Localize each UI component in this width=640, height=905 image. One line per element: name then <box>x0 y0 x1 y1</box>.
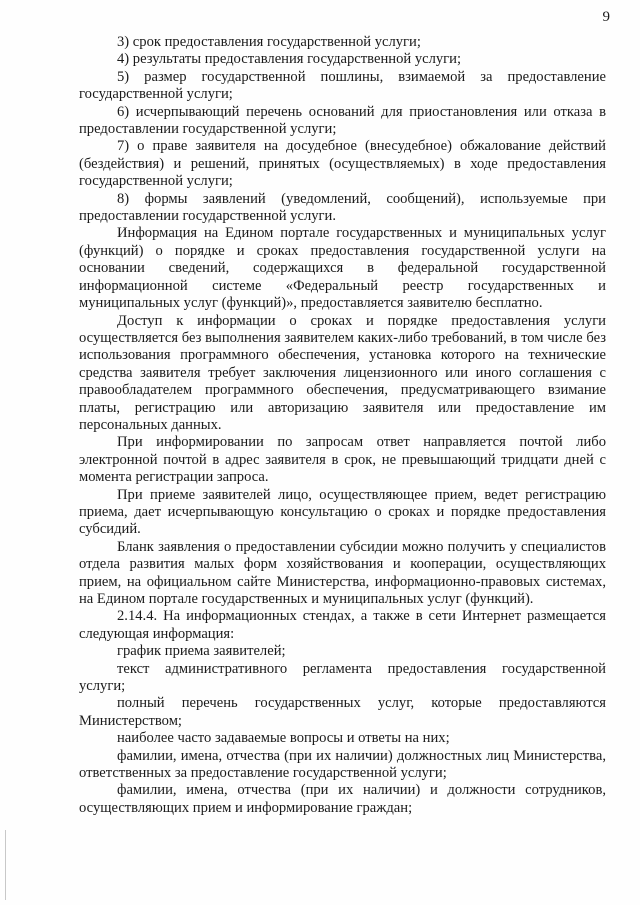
paragraph-reception: При приеме заявителей лицо, осуществляющее прием, ведет регистрацию приема, дает исчерпывающую консультацию о сроках и порядке предоставления субсидий. <box>79 486 606 538</box>
paragraph-item-4: 4) результаты предоставления государственной услуги; <box>117 51 462 68</box>
paragraph-item-6: 6) исчерпывающий перечень оснований для приостановления или отказа в предоставлении государственной услуги; <box>79 103 606 138</box>
page-number: 9 <box>602 9 610 25</box>
paragraph-section-2-14-4: 2.14.4. На информационных стендах, а также в сети Интернет размещается следующая информация: <box>79 608 606 642</box>
paragraph-regulation-text: текст административного регламента предоставления государственной услуги; <box>79 660 606 695</box>
paragraph-item-8: 8) формы заявлений (уведомлений, сообщений), используемые при предоставлении государственной услуги. <box>79 190 606 225</box>
paragraph-form-blank: Бланк заявления о предоставлении субсидии можно получить у специалистов отдела развития малых форм хозяйствования и кооперации, осуществляющих прием, на официальном сайте Министерства, информационно-правовых системах, на Едином портале государственных и муниципальных услуг (функций). <box>79 538 606 607</box>
paragraph-portal-info: Информация на Едином портале государственных и муниципальных услуг (функций) о порядке и сроках предоставления государственной услуги на основании сведений, содержащихся в федеральной государственной информационной системе «Федеральный реестр государственных и муниципальных услуг (функций)», предоставляется заявителю бесплатно. <box>79 225 606 312</box>
paragraph-access-info: Доступ к информации о сроках и порядке предоставления услуги осуществляется без выполнения заявителем каких-либо требований, в том числе без использования программного обеспечения, установка которого на технические средства заявителя требует заключения лицензионного или иного соглашения с правообладателем программного обеспечения, предусматривающего взимание платы, регистрацию или авторизацию заявителя или предоставление им персональных данных. <box>79 312 606 433</box>
paragraph-item-3: 3) срок предоставления государственной услуги; <box>117 34 421 50</box>
paragraph-officials: фамилии, имена, отчества (при их наличии) должностных лиц Министерства, ответственных за предоставление государственной услуги; <box>79 747 606 782</box>
paragraph-item-5: 5) размер государственной пошлины, взимаемой за предоставление государственной услуги; <box>79 68 606 103</box>
paragraph-schedule: график приема заявителей; <box>117 643 286 660</box>
paragraph-services-list: полный перечень государственных услуг, которые предоставляются Министерством; <box>79 695 606 729</box>
paragraph-staff: фамилии, имена, отчества (при их наличии) и должности сотрудников, осуществляющих прием и информирование граждан; <box>79 782 606 816</box>
paragraph-request-info: При информировании по запросам ответ направляется почтой либо электронной почтой в адрес заявителя в срок, не превышающий тридцати дней с момента регистрации запроса. <box>79 434 606 486</box>
scan-edge-mark <box>5 830 6 900</box>
paragraph-item-7: 7) о праве заявителя на досудебное (внесудебное) обжалование действий (бездействия) и решений, принятых (осуществляемых) в ходе предоставления государственной услуги; <box>79 138 606 190</box>
document-body <box>79 34 606 817</box>
paragraph-faq: наиболее часто задаваемые вопросы и ответы на них; <box>117 730 450 747</box>
